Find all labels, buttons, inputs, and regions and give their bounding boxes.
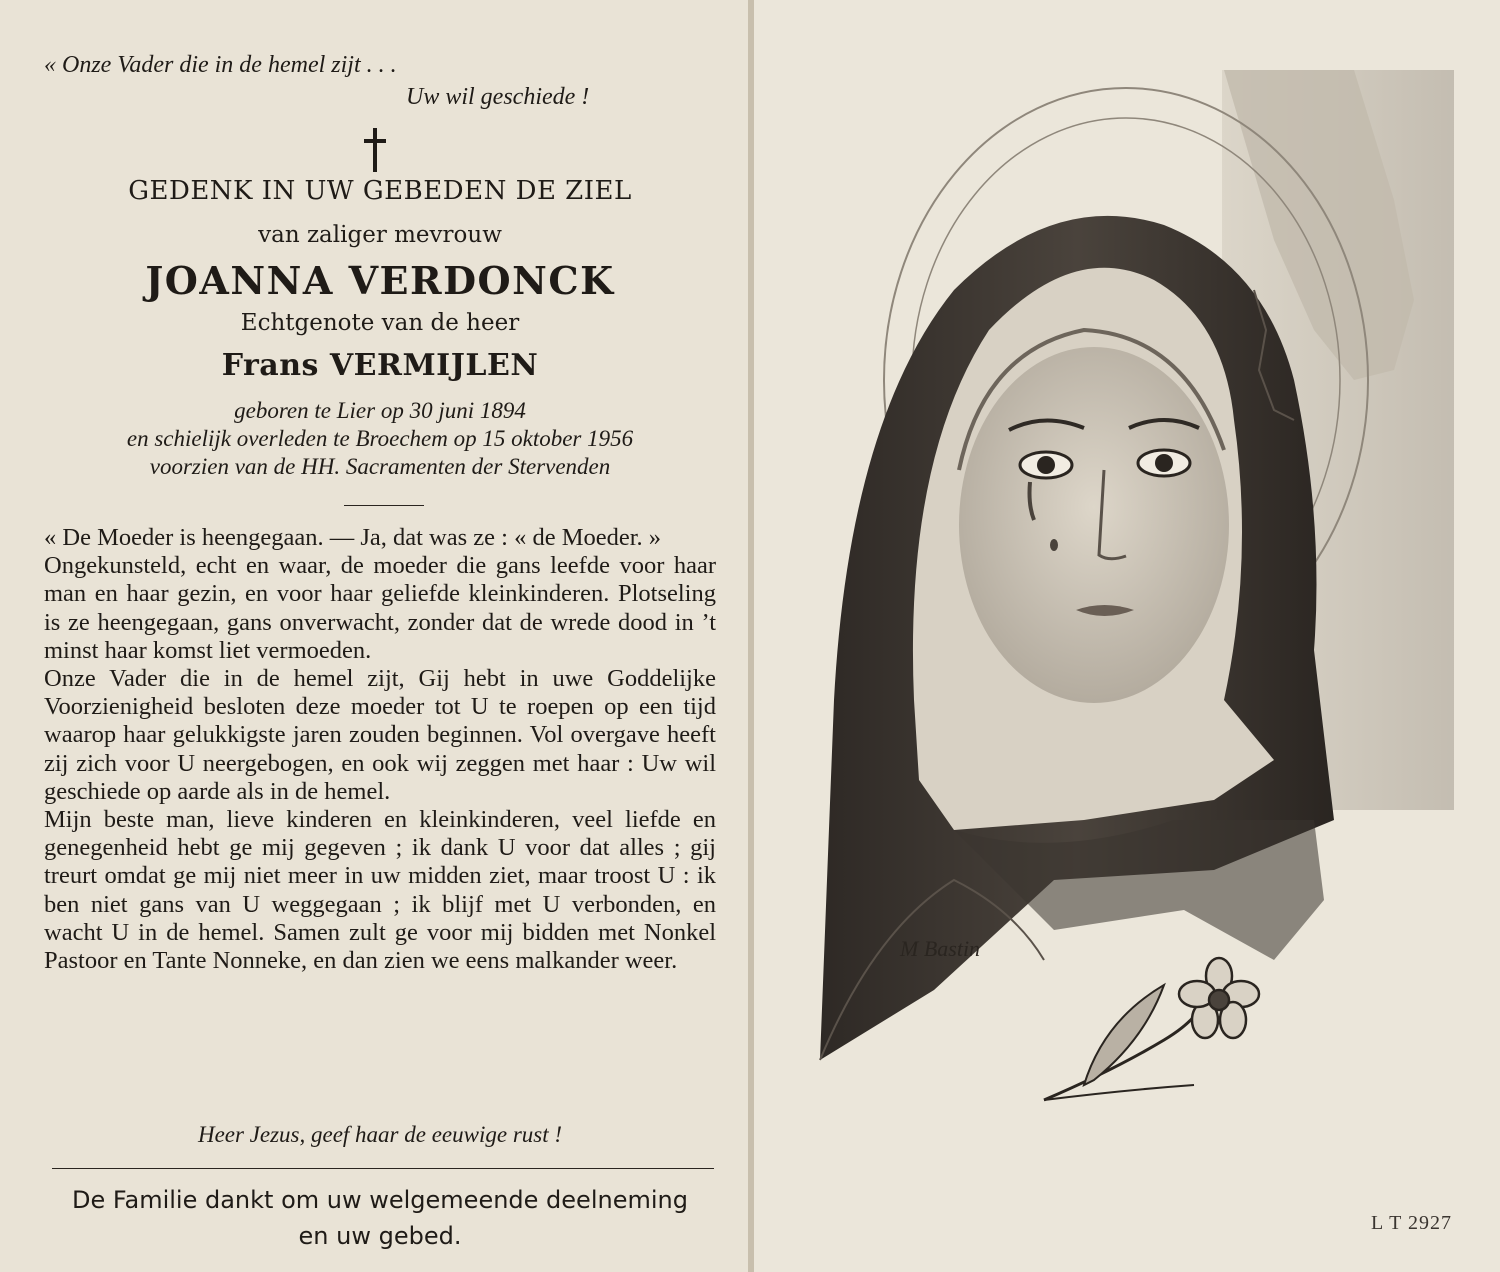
memorial-text bbox=[44, 524, 716, 975]
motto-line-1: « Onze Vader die in de hemel zijt . . . bbox=[44, 52, 397, 78]
latin-cross-icon bbox=[364, 128, 386, 172]
paragraph: Ongekunsteld, echt en waar, de moeder die gans leefde voor haar man en haar gezin, en voor haar geliefde kleinkinderen. Plotseling is ze heengegaan, gans onverwacht, zonder dat de wrede dood in ’t minst haar komst liet vermoeden. bbox=[44, 552, 716, 664]
paragraph: Mijn beste man, lieve kinderen en kleinkinderen, veel liefde en genegenheid hebt ge mij gegeven ; ik dank U voor dat alles ; gij treurt omdat ge mij niet meer in uw midden ziet, maar troost U : ik ben niet gans van U weggegaan ; ik blijf met U verbonden, en wacht U in de hemel. Samen zult ge voor mij bidden met Nonkel Pastoor en Tante Nonneke, en dan zien we eens malkander weer. bbox=[44, 806, 716, 975]
memorial-card-image-side bbox=[754, 0, 1500, 1272]
death-line: en schielijk overleden te Broechem op 15 oktober 1956 bbox=[126, 426, 634, 451]
paragraph: Onze Vader die in de hemel zijt, Gij hebt in uwe Goddelijke Voorzienigheid besloten deze moeder tot U te roepen op een tijd waarop haar gelukkigste jaren zouden beginnen. Vol overgave heeft zij zich voor U neergebogen, en ook wij zeggen met haar : Uw wil geschiede op aarde als in de hemel. bbox=[44, 665, 716, 805]
divider bbox=[344, 505, 424, 506]
flower-icon bbox=[1024, 950, 1274, 1110]
deceased-name: JOANNA VERDONCK bbox=[145, 258, 615, 303]
subheading: van zaliger mevrouw bbox=[258, 222, 502, 248]
family-thanks-line: De Familie dankt om uw welgemeende deelneming bbox=[72, 1186, 688, 1214]
divider bbox=[52, 1168, 714, 1169]
artist-signature: M Bastin bbox=[900, 936, 981, 961]
print-code: L T 2927 bbox=[1371, 1212, 1452, 1234]
closing-prayer: Heer Jezus, geef haar de eeuwige rust ! bbox=[197, 1122, 563, 1147]
heading: GEDENK IN UW GEBEDEN DE ZIEL bbox=[128, 176, 632, 206]
family-thanks-line: en uw gebed. bbox=[298, 1222, 462, 1250]
memorial-card-text-side bbox=[0, 0, 748, 1272]
sacraments-line: voorzien van de HH. Sacramenten der Stervenden bbox=[149, 454, 611, 479]
spouse-intro: Echtgenote van de heer bbox=[240, 310, 520, 336]
paragraph: « De Moeder is heengegaan. — Ja, dat was ze : « de Moeder. » bbox=[44, 524, 662, 551]
birth-line: geboren te Lier op 30 juni 1894 bbox=[234, 398, 526, 423]
spouse-name: Frans VERMIJLEN bbox=[221, 348, 539, 383]
family-thanks bbox=[0, 1182, 760, 1254]
motto-line-2: Uw wil geschiede ! bbox=[406, 84, 590, 110]
